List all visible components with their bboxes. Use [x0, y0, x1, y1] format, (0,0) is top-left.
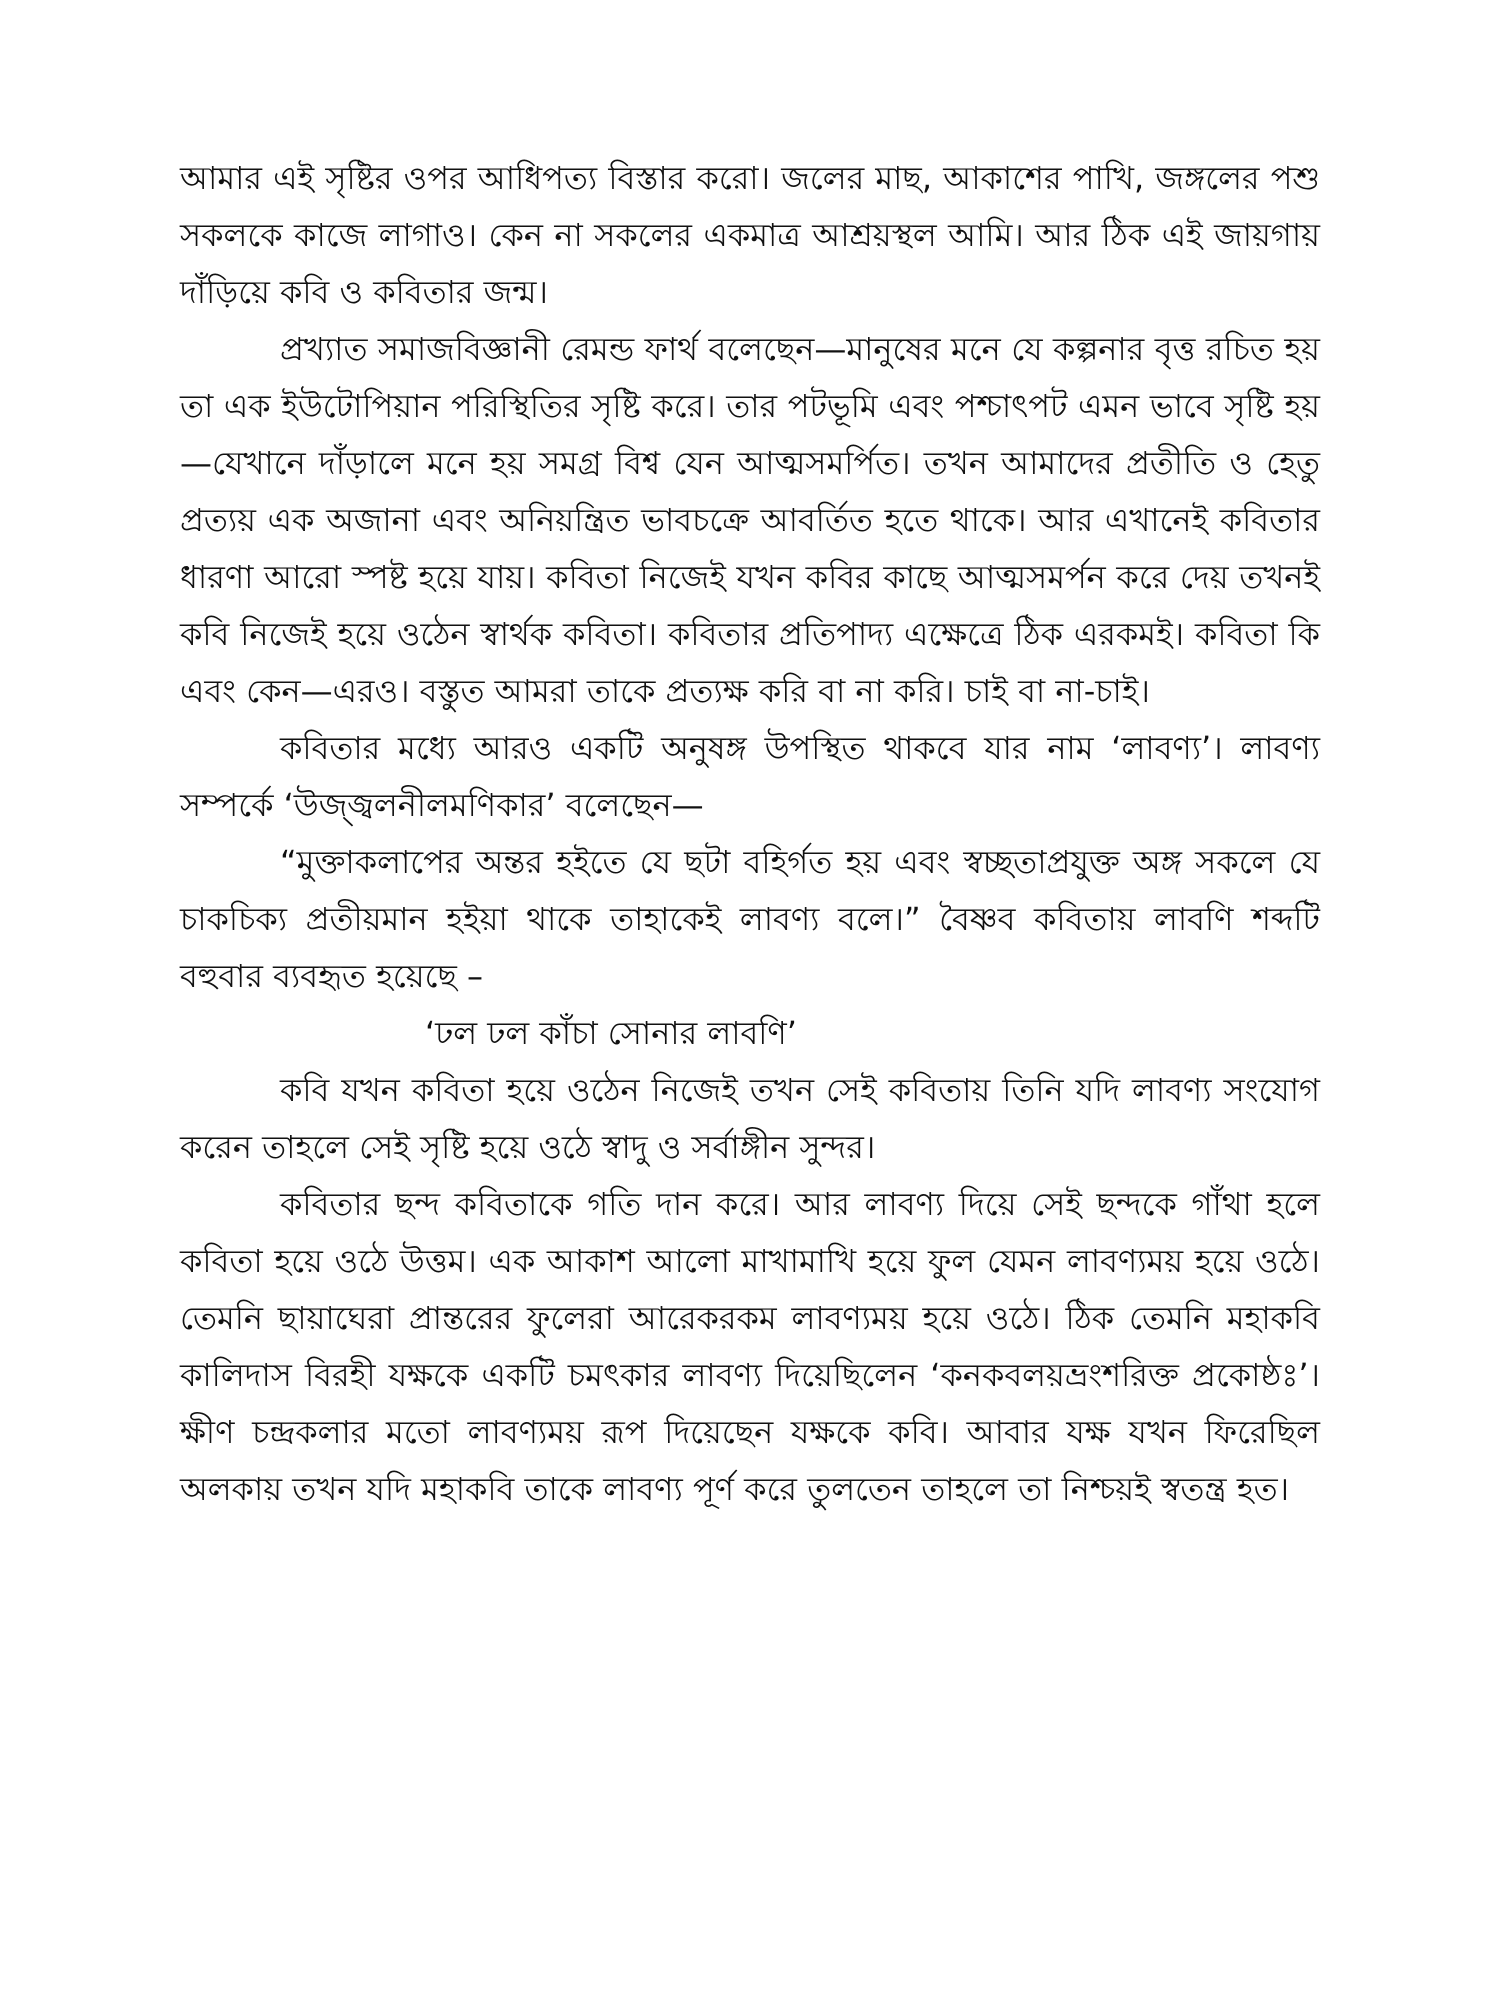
paragraph-6: কবিতার ছন্দ কবিতাকে গতি দান করে। আর লাবণ্য দিয়ে সেই ছন্দকে গাঁথা হলে কবিতা হয়ে ওঠে উত্তম। এক আকাশ আলো মাখামাখি হয়ে ফুল যেমন লাবণ্যময় হয়ে ওঠে। তেমনি ছায়াঘেরা প্রান্তরের ফুলেরা আরেকরকম লাবণ্যময় হয়ে ওঠে। ঠিক তেমনি মহাকবি কালিদাস বিরহী যক্ষকে একটি চমৎকার লাবণ্য দিয়েছিলেন ‘কনকবলয়ভ্রংশরিক্ত প্রকোষ্ঠঃ’। ক্ষীণ চন্দ্রকলার মতো লাবণ্যময় রূপ দিয়েছেন যক্ষকে কবি। আবার যক্ষ যখন ফিরেছিল অলকায় তখন যদি মহাকবি তাকে লাবণ্য পূর্ণ করে তুলতেন তাহলে তা নিশ্চয়ই স্বতন্ত্র হত। — [180, 1185, 1320, 1508]
paragraph-1: আমার এই সৃষ্টির ওপর আধিপত্য বিস্তার করো। জলের মাছ, আকাশের পাখি, জঙ্গলের পশু সকলকে কাজে লাগাও। কেন না সকলের একমাত্র আশ্রয়স্থল আমি। আর ঠিক এই জায়গায় দাঁড়িয়ে কবি ও কবিতার জন্ম। — [180, 159, 1320, 311]
verse-line: ‘ঢল ঢল কাঁচা সোনার লাবণি’ — [425, 1014, 797, 1052]
paragraph-4-quote: “মুক্তাকলাপের অন্তর হইতে যে ছটা বহির্গত হয় এবং স্বচ্ছতাপ্রযুক্ত অঙ্গ সকলে যে চাকচিক্য প্রতীয়মান হইয়া থাকে তাহাকেই লাবণ্য বলে।” বৈষ্ণব কবিতায় লাবণি শব্দটি বহুবার ব্যবহৃত হয়েছে – — [180, 843, 1320, 995]
paragraph-2: প্রখ্যাত সমাজবিজ্ঞানী রেমন্ড ফার্থ বলেছেন—মানুষের মনে যে কল্পনার বৃত্ত রচিত হয় তা এক ইউটোপিয়ান পরিস্থিতির সৃষ্টি করে। তার পটভূমি এবং পশ্চাৎপট এমন ভাবে সৃষ্টি হয়—যেখানে দাঁড়ালে মনে হয় সমগ্র বিশ্ব যেন আত্মসমর্পিত। তখন আমাদের প্রতীতি ও হেতু প্রত্যয় এক অজানা এবং অনিয়ন্ত্রিত ভাবচক্রে আবর্তিত হতে থাকে। আর এখানেই কবিতার ধারণা আরো স্পষ্ট হয়ে যায়। কবিতা নিজেই যখন কবির কাছে আত্মসমর্পন করে দেয় তখনই কবি নিজেই হয়ে ওঠেন স্বার্থক কবিতা। কবিতার প্রতিপাদ্য এক্ষেত্রে ঠিক এরকমই। কবিতা কি এবং কেন—এরও। বস্তুত আমরা তাকে প্রত্যক্ষ করি বা না করি। চাই বা না-চাই। — [180, 330, 1320, 710]
body-text — [180, 150, 1320, 1518]
paragraph-5: কবি যখন কবিতা হয়ে ওঠেন নিজেই তখন সেই কবিতায় তিনি যদি লাবণ্য সংযোগ করেন তাহলে সেই সৃষ্টি হয়ে ওঠে স্বাদু ও সর্বাঙ্গীন সুন্দর। — [180, 1071, 1320, 1166]
paragraph-3: কবিতার মধ্যে আরও একটি অনুষঙ্গ উপস্থিত থাকবে যার নাম ‘লাবণ্য’। লাবণ্য সম্পর্কে ‘উজ্জ্বলনীলমণিকার’ বলেছেন— — [180, 729, 1320, 824]
